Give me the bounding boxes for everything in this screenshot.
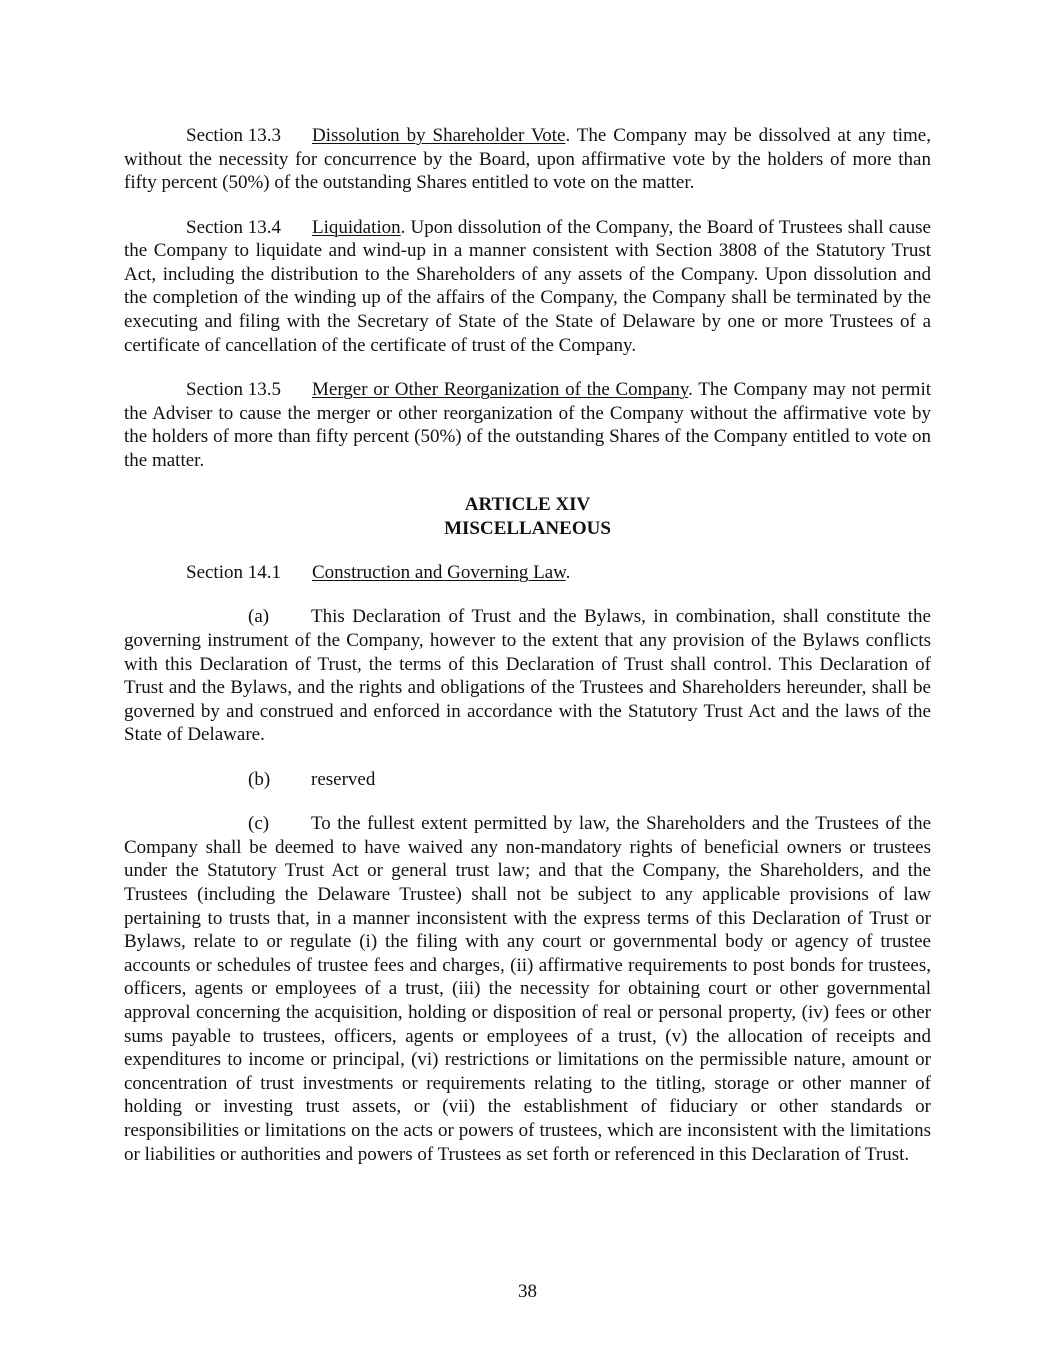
document-page: [124, 124, 931, 1187]
article-title: MISCELLANEOUS: [444, 517, 611, 539]
section-body: .: [565, 562, 571, 584]
section-13-3-paragraph: [124, 124, 931, 195]
section-number: Section 14.1: [186, 562, 281, 584]
section-title: Merger or Other Reorganization of the Company: [312, 378, 689, 400]
article-heading: [124, 493, 931, 540]
section-title: Construction and Governing Law: [312, 562, 566, 584]
subsection-label: (c): [248, 813, 270, 835]
section-body: . The Company may not permit the Adviser to cause the merger or other reorganization of the Company without the affirmative vote by the holders of more than fifty percent (50%) of the outstanding Shares of the Company entitled to vote on the matter.: [124, 378, 931, 471]
section-number: Section 13.3: [186, 125, 281, 146]
subsection-label: (a): [248, 606, 270, 628]
section-13-4-paragraph: [124, 216, 931, 358]
section-number: Section 13.4: [186, 216, 281, 238]
subsection-b-paragraph: [124, 768, 931, 792]
page-number: 38: [518, 1281, 537, 1302]
subsection-a-paragraph: [124, 605, 931, 747]
section-14-1-paragraph: [124, 561, 931, 585]
subsection-label: (b): [248, 768, 271, 790]
section-title: Liquidation: [312, 216, 401, 238]
article-number: ARTICLE XIV: [464, 494, 591, 516]
section-body: . Upon dissolution of the Company, the Board of Trustees shall cause the Company to liquidate and wind-up in a manner consistent with Section 3808 of the Statutory Trust Act, including the distribution to the Shareholders of any assets of the Company. Upon dissolution and the completion of the winding up of the affairs of the Company, the Company shall be terminated by the executing and filing with the Secretary of State of the State of Delaware by one or more Trustees of a certificate of cancellation of the certificate of trust of the Company.: [124, 216, 931, 356]
subsection-c-paragraph: [124, 812, 931, 1166]
section-body: . The Company may be dissolved at any time, without the necessity for concurrence by the Board, upon affirmative vote by the holders of more than fifty percent (50%) of the outstanding Shares entitled to vote on the matter.: [124, 125, 931, 194]
section-13-5-paragraph: [124, 378, 931, 472]
subsection-text: To the fullest extent permitted by law, the Shareholders and the Trustees of the Company shall be deemed to have waived any non-mandatory rights of beneficial owners or trustees under the Statutory Trust Act or general trust law; and that the Company, the Shareholders, and the Trustees (including the Delaware Trustee) shall not be subject to any applicable provisions of law pertaining to trusts that, in a manner inconsistent with the express terms of this Declaration of Trust or Bylaws, relate to or regulate (i) the filing with any court or governmental body or agency of trustee accounts or schedules of trustee fees and charges, (ii) affirmative requirements to post bonds for trustees, officers, agents or employees of a trust, (iii) the necessity for obtaining court or other governmental approval concerning the acquisition, holding or disposition of real or personal property, (iv) fees or other sums payable to trustees, officers, agents or employees of a trust, (v) the allocation of receipts and expenditures to income or principal, (vi) restrictions or limitations on the permissible nature, amount or concentration of trust investments or requirements relating to the titling, storage or other manner of holding or investing trust assets, or (vii) the establishment of fiduciary or other standards or responsibilities or limitations on the acts or powers of trustees, which are inconsistent with the limitations or liabilities or authorities and powers of Trustees as set forth or referenced in this Declaration of Trust.: [124, 813, 931, 1165]
section-title: Dissolution by Shareholder Vote: [312, 125, 566, 146]
section-number: Section 13.5: [186, 378, 281, 400]
subsection-text: reserved: [311, 768, 376, 790]
subsection-text: This Declaration of Trust and the Bylaws, in combination, shall constitute the governing instrument of the Company, however to the extent that any provision of the Bylaws conflicts with this Declaration of Trust, the terms of this Declaration of Trust shall control. This Declaration of Trust and the Bylaws, and the rights and obligations of the Trustees and Shareholders hereunder, shall be governed by and construed and enforced in accordance with the Statutory Trust Act and the laws of the State of Delaware.: [124, 606, 931, 746]
